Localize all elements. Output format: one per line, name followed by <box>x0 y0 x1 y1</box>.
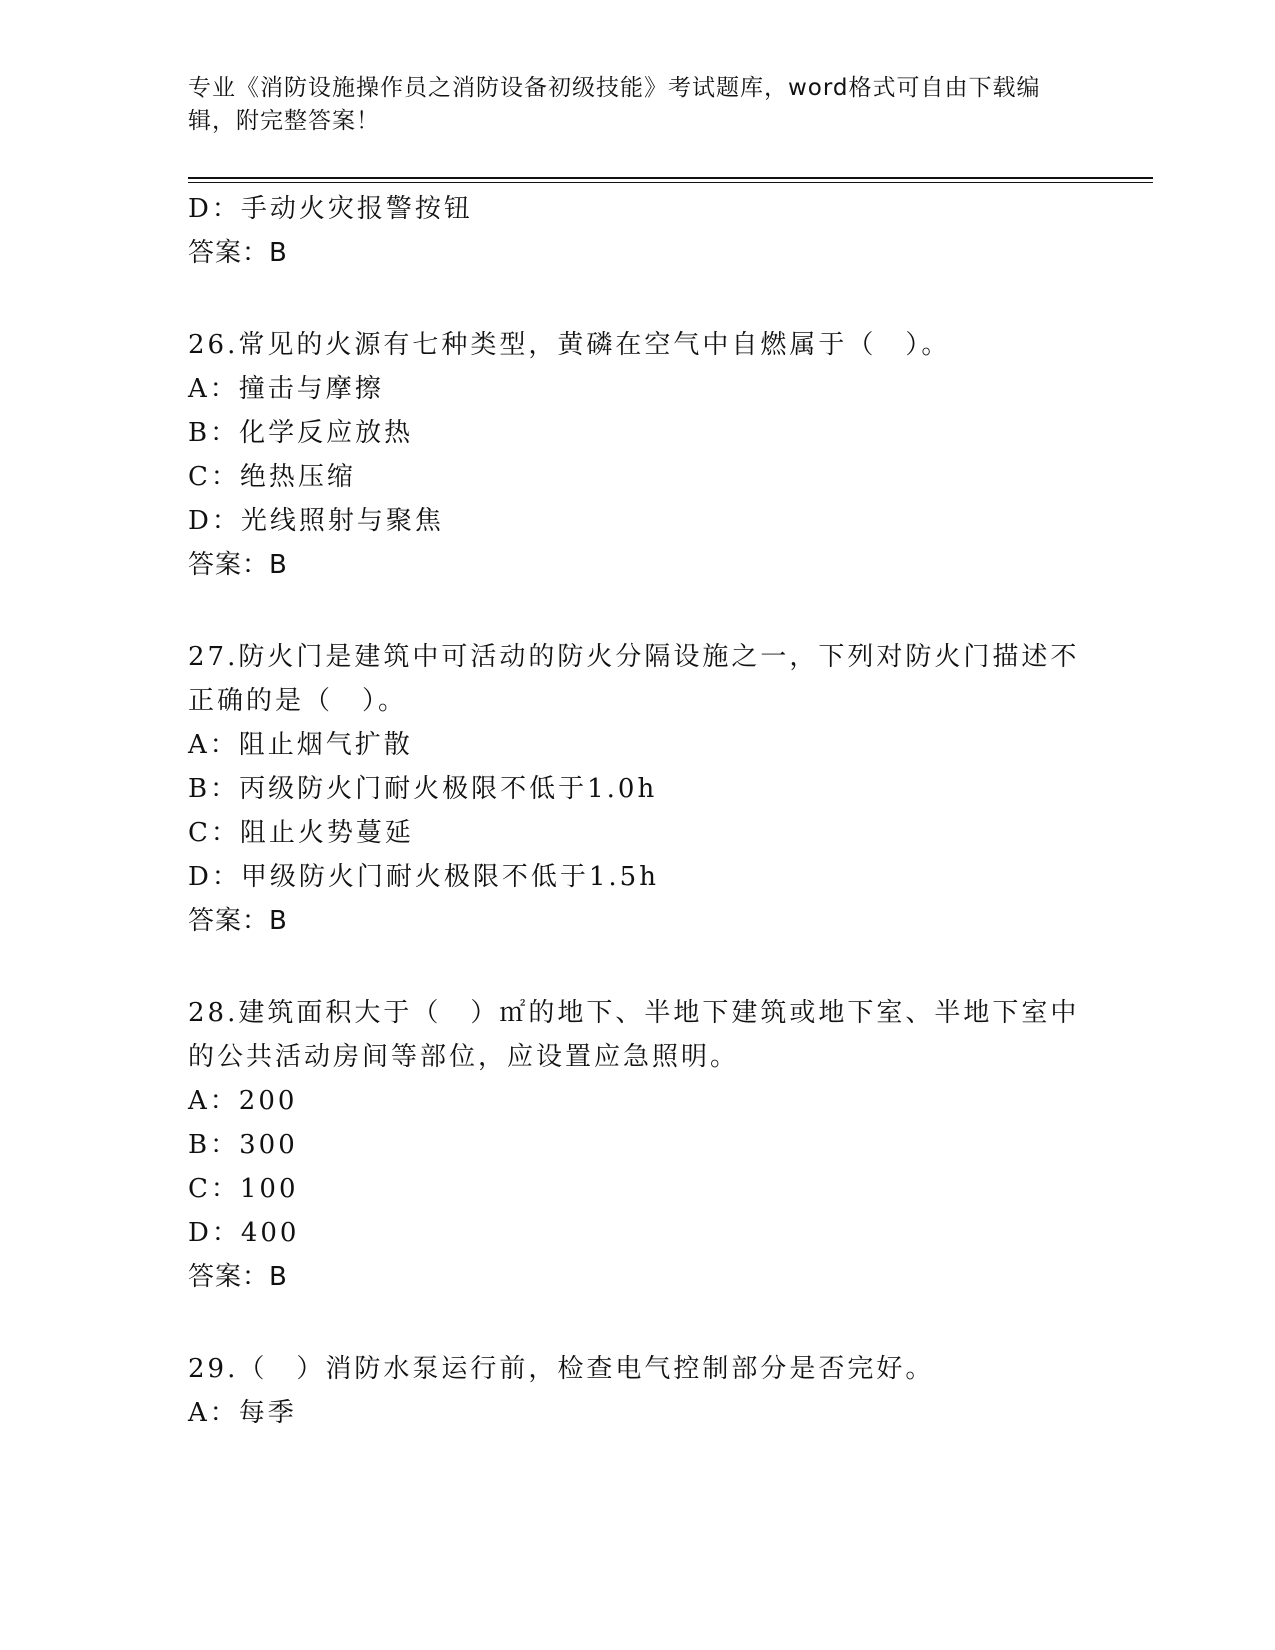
header-line-1: 专业《消防设施操作员之消防设备初级技能》考试题库，word格式可自由下载编 <box>188 75 1041 101</box>
q27-stem-line-1: 27.防火门是建筑中可活动的防火分隔设施之一，下列对防火门描述不 <box>188 642 1080 672</box>
header-line-2: 辑，附完整答案！ <box>188 108 380 134</box>
q28-option-a: A：200 <box>188 1086 298 1116</box>
q27-option-d: D：甲级防火门耐火极限不低于1.5h <box>188 862 659 892</box>
q28-stem-line-1: 28.建筑面积大于（ ）㎡的地下、半地下建筑或地下室、半地下室中 <box>188 998 1080 1028</box>
header-divider-thin <box>188 182 1153 183</box>
q26-option-a: A：撞击与摩擦 <box>188 374 384 404</box>
q27-option-c: C：阻止火势蔓延 <box>188 818 414 848</box>
q28-option-c: C：100 <box>188 1174 299 1204</box>
header-divider-thick <box>188 177 1153 179</box>
q27-stem-line-2: 正确的是（ ）。 <box>188 686 408 716</box>
q29-stem: 29.（ ）消防水泵运行前，检查电气控制部分是否完好。 <box>188 1354 935 1384</box>
q28-stem-line-2: 的公共活动房间等部位，应设置应急照明。 <box>188 1042 740 1072</box>
q26-option-d: D：光线照射与聚焦 <box>188 506 444 536</box>
q26-stem: 26.常见的火源有七种类型，黄磷在空气中自燃属于（ ）。 <box>188 330 951 360</box>
q28-option-b: B：300 <box>188 1130 298 1160</box>
q28-option-d: D：400 <box>188 1218 300 1248</box>
q28-answer: 答案：B <box>188 1262 288 1292</box>
document-header <box>188 72 1068 138</box>
q27-option-a: A：阻止烟气扩散 <box>188 730 413 760</box>
q26-answer: 答案：B <box>188 550 288 580</box>
q27-answer: 答案：B <box>188 906 288 936</box>
q29-option-a: A：每季 <box>188 1398 297 1428</box>
q26-option-c: C：绝热压缩 <box>188 462 356 492</box>
q25-answer: 答案：B <box>188 238 288 268</box>
q27-option-b: B：丙级防火门耐火极限不低于1.0h <box>188 774 658 804</box>
q26-option-b: B：化学反应放热 <box>188 418 414 448</box>
q25-option-d: D：手动火灾报警按钮 <box>188 194 473 224</box>
